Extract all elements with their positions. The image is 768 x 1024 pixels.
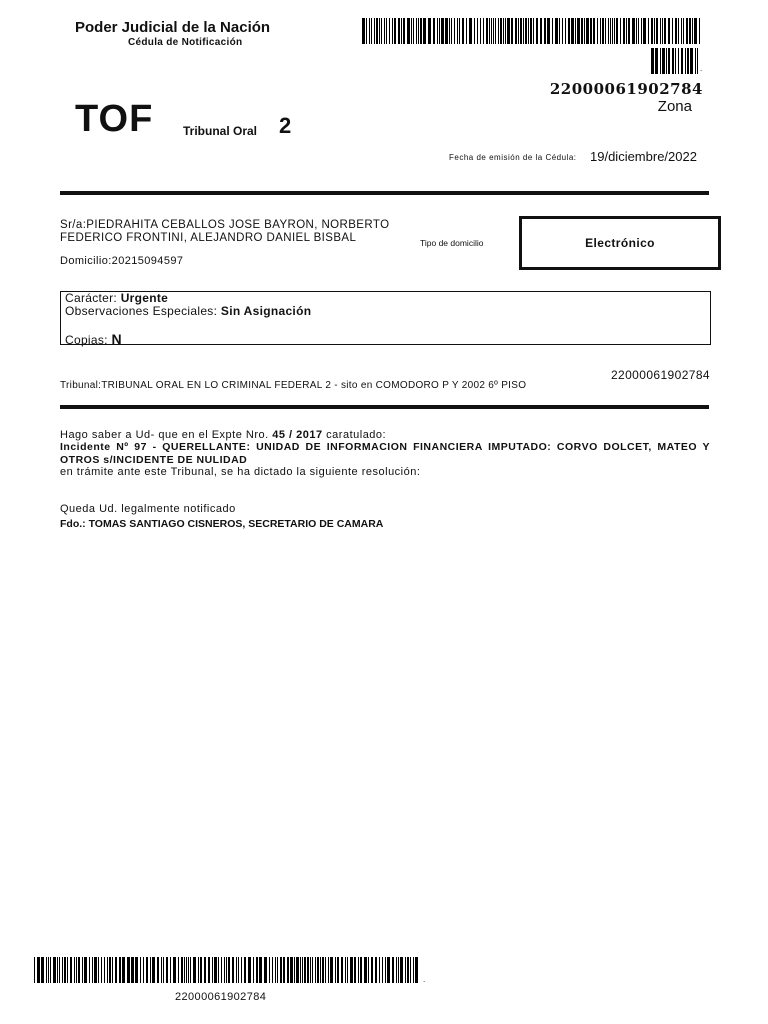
barcode-bar (612, 18, 613, 44)
observaciones-row (65, 304, 311, 318)
barcode-bar (290, 957, 293, 983)
tipo-domicilio-label: Tipo de domicilio (420, 238, 484, 248)
barcode-bar (660, 18, 661, 44)
barcode-bar (394, 18, 396, 44)
barcode-bar (451, 18, 452, 44)
barcode-bar (518, 18, 519, 44)
barcode-bar (503, 18, 504, 44)
barcode-bar (360, 957, 362, 983)
barcode-bar (608, 18, 609, 44)
barcode-bar (540, 18, 542, 44)
barcode-bar (241, 957, 242, 983)
barcode-bar (315, 957, 316, 983)
barcode-bar (330, 957, 333, 983)
caracter-label: Carácter: (65, 291, 118, 305)
barcode-bar (320, 957, 321, 983)
barcode-bar (53, 957, 56, 983)
barcode-bar (384, 18, 385, 44)
barcode-bar (656, 18, 658, 44)
barcode-bar (664, 18, 666, 44)
barcode-bar (328, 957, 329, 983)
barcode-bar (400, 957, 403, 983)
barcode-bar (525, 18, 527, 44)
barcode-bar (398, 18, 400, 44)
barcode-bar (236, 957, 237, 983)
barcode-bar (418, 18, 419, 44)
barcode-bar (469, 18, 472, 44)
barcode-bar (264, 957, 267, 983)
barcode-bar (600, 18, 601, 44)
barcode-bar (198, 957, 199, 983)
barcode-bar (459, 18, 460, 44)
barcode-bar (84, 957, 87, 983)
expte-number: 45 / 2017 (272, 429, 323, 441)
barcode-bar (122, 957, 125, 983)
intro-prefix: Hago saber a Ud- que en el Expte Nro. (60, 429, 269, 441)
barcode-bar (212, 957, 213, 983)
barcode-bar (610, 18, 611, 44)
barcode-bar (420, 18, 422, 44)
barcode-bar (552, 18, 553, 44)
barcode-dot-bottom: . (423, 975, 426, 984)
barcode-bar (405, 957, 406, 983)
barcode-bar (559, 18, 560, 44)
barcode-bar (140, 957, 141, 983)
barcode-bar (107, 957, 108, 983)
barcode-bar (358, 957, 359, 983)
barcode-bar (275, 957, 276, 983)
barcode-bar (571, 18, 574, 44)
barcode-bar (82, 957, 83, 983)
barcode-bar (437, 18, 438, 44)
barcode-bar (150, 957, 151, 983)
cedula-number: 22000061902784 (549, 80, 703, 98)
barcode-bar (354, 957, 356, 983)
barcode-bar (697, 48, 698, 74)
barcode-bar (686, 18, 688, 44)
barcode-bar (493, 18, 494, 44)
barcode-bar (224, 957, 225, 983)
barcode-bar (98, 957, 99, 983)
barcode-bar (536, 18, 538, 44)
barcode-bar (520, 18, 522, 44)
barcode-bar (135, 957, 138, 983)
divider-top (60, 191, 709, 195)
fecha-value: 19/diciembre/2022 (590, 149, 697, 164)
barcode-bar (112, 957, 113, 983)
barcode-bar (623, 18, 625, 44)
barcode-bar (161, 957, 162, 983)
barcode-bar (385, 957, 386, 983)
barcode-bar (530, 18, 532, 44)
form-name: Cédula de Notificación (128, 37, 243, 48)
caratula: Incidente Nº 97 - QUERELLANTE: UNIDAD DE INFORMACION FINANCIERA IMPUTADO: CORVO DOLCET, MATEO Y OTROS s/INCIDENTE DE NULIDAD (60, 441, 710, 466)
barcode-bar (398, 957, 399, 983)
barcode-bar (371, 957, 373, 983)
barcode-bar (310, 957, 311, 983)
barcode-bar (495, 18, 496, 44)
barcode-bar (214, 957, 217, 983)
barcode-bar (401, 18, 402, 44)
barcode-bar (74, 957, 75, 983)
barcode-bar (345, 957, 346, 983)
barcode-bar (127, 957, 130, 983)
barcode-bar (392, 18, 393, 44)
barcode-bar (208, 957, 210, 983)
barcode-bar (507, 18, 510, 44)
barcode-bar (636, 18, 637, 44)
barcode-bar (143, 957, 144, 983)
barcode-bar (675, 18, 677, 44)
barcode-bar (628, 18, 630, 44)
barcode-bar (104, 957, 105, 983)
barcode-bar (626, 18, 627, 44)
barcode-bar (403, 18, 405, 44)
barcode-bar (648, 18, 649, 44)
barcode-bar (681, 48, 683, 74)
barcode-bar (226, 957, 227, 983)
barcode-bar (486, 18, 488, 44)
barcode-bar (369, 18, 370, 44)
barcode-bar (597, 18, 598, 44)
barcode-bar (34, 957, 35, 983)
barcode-bar (374, 18, 375, 44)
barcode-bar (366, 18, 367, 44)
observaciones-label: Observaciones Especiales: (65, 304, 218, 318)
barcode-bar (296, 957, 299, 983)
barcode-bar (101, 957, 102, 983)
barcode-bar (119, 957, 121, 983)
barcode-bar (685, 48, 686, 74)
barcode-bar (568, 18, 570, 44)
recipient-name: Sr/a:PIEDRAHITA CEBALLOS JOSE BAYRON, NORBERTO FEDERICO FRONTINI, ALEJANDRO DANIEL BISBAL (60, 219, 390, 244)
barcode-bar (341, 957, 343, 983)
barcode-bar (78, 957, 80, 983)
barcode-bar (672, 48, 674, 74)
barcode-bar (523, 18, 524, 44)
barcode-bar (64, 957, 66, 983)
barcode-bar (269, 957, 270, 983)
barcode-bar (131, 957, 134, 983)
tramite-text: en trámite ante este Tribunal, se ha dictado la siguiente resolución: (60, 466, 421, 478)
barcode-bar (584, 18, 585, 44)
barcode-bar (668, 48, 670, 74)
barcode-bar (157, 957, 159, 983)
barcode-bar (376, 18, 378, 44)
barcode-bar (280, 957, 282, 983)
barcode-bar (498, 18, 499, 44)
barcode-bar (166, 957, 168, 983)
barcode-bar (641, 18, 642, 44)
barcode-bar (575, 18, 576, 44)
barcode-bar (379, 957, 380, 983)
barcode-bar (41, 957, 44, 983)
copias-row (65, 331, 122, 347)
barcode-bar (616, 18, 618, 44)
barcode-bar (94, 957, 97, 983)
barcode-bar (396, 957, 397, 983)
divider-middle (60, 405, 709, 409)
barcode-bar (449, 18, 450, 44)
barcode-bar (59, 957, 60, 983)
barcode-bar (302, 957, 303, 983)
copias-value: N (111, 331, 122, 347)
barcode-bar (248, 957, 251, 983)
barcode-bar (190, 957, 191, 983)
barcode-bar (364, 957, 367, 983)
barcode-bar (228, 957, 230, 983)
barcode-bar (253, 957, 254, 983)
barcode-bar (152, 957, 155, 983)
barcode-dot: . (700, 64, 703, 73)
barcode-bar (528, 18, 529, 44)
barcode-bar (699, 18, 700, 44)
barcode-bar (511, 18, 513, 44)
barcode-bar (221, 957, 222, 983)
barcode-bar (555, 18, 558, 44)
barcode-bar (322, 957, 324, 983)
barcode-bar (547, 18, 550, 44)
zona-label: Zona (657, 98, 692, 115)
recipient-domicilio: Domicilio:20215094597 (60, 255, 184, 267)
barcode-bar (181, 957, 183, 983)
firma-text: Fdo.: TOMAS SANTIAGO CISNEROS, SECRETARIO DE CAMARA (60, 518, 384, 530)
barcode-bar (666, 48, 667, 74)
barcode-bar (562, 18, 563, 44)
tribunal-code: TOF (75, 98, 154, 140)
barcode-bar (46, 957, 47, 983)
barcode-bar (565, 18, 566, 44)
barcode-bar (643, 18, 646, 44)
barcode-bar (692, 18, 693, 44)
barcode-bar (433, 18, 435, 44)
barcode-bar (337, 957, 339, 983)
barcode-bar (115, 957, 117, 983)
barcode-bar (662, 48, 665, 74)
barcode-bar (439, 18, 440, 44)
barcode-bar (312, 957, 313, 983)
organization-name: Poder Judicial de la Nación (75, 19, 271, 36)
barcode-bar (466, 18, 467, 44)
barcode-bar (294, 957, 295, 983)
barcode-bar (480, 18, 481, 44)
fecha-label: Fecha de emisión de la Cédula: (449, 153, 577, 162)
barcode-bar (392, 957, 394, 983)
barcode-bar (193, 957, 196, 983)
barcode-bar (204, 957, 206, 983)
barcode-bar (283, 957, 285, 983)
barcode-bar (287, 957, 289, 983)
caracter-value: Urgente (120, 291, 169, 305)
barcode-bar (89, 957, 90, 983)
barcode-bar (662, 18, 663, 44)
barcode-bar (411, 18, 412, 44)
barcode-bar (614, 18, 615, 44)
barcode-bar (445, 18, 448, 44)
barcode-bar (415, 957, 418, 983)
barcode-bar (368, 957, 369, 983)
barcode-bar (375, 957, 377, 983)
barcode-bar (244, 957, 246, 983)
barcode-bar (454, 18, 455, 44)
barcode-bar (146, 957, 148, 983)
barcode-bar (690, 48, 693, 74)
tribunal-label: Tribunal Oral (183, 124, 258, 138)
barcode-bar (581, 18, 583, 44)
barcode-bar (362, 18, 365, 44)
barcode-bar (413, 18, 414, 44)
barcode-bar (218, 957, 219, 983)
barcode-bar (272, 957, 273, 983)
barcode-bar (48, 957, 49, 983)
barcode-bar (381, 18, 382, 44)
barcode-bar (317, 957, 319, 983)
barcode-bar (483, 18, 484, 44)
barcode-bar (668, 18, 670, 44)
barcode-bar (416, 18, 417, 44)
barcode-bar (533, 18, 534, 44)
barcode-bar (300, 957, 301, 983)
barcode-bar (238, 957, 239, 983)
barcode-bar (335, 957, 336, 983)
barcode-bar (655, 48, 658, 74)
barcode-bar (92, 957, 93, 983)
barcode-bar (632, 18, 635, 44)
barcode-bar (654, 18, 655, 44)
barcode-bar (382, 957, 383, 983)
barcode-bar (477, 18, 478, 44)
barcode-bar (62, 957, 63, 983)
intro-suffix: caratulado: (326, 429, 387, 441)
barcode-bar (163, 957, 164, 983)
observaciones-value: Sin Asignación (220, 304, 312, 318)
barcode-bar (620, 18, 621, 44)
barcode-bar (413, 957, 414, 983)
barcode-bar (605, 18, 606, 44)
barcode-bar (70, 957, 72, 983)
barcode-bar (37, 957, 40, 983)
barcode-bar (170, 957, 171, 983)
barcode-bar (407, 957, 409, 983)
barcode-bar (672, 18, 673, 44)
barcode-bar (694, 18, 697, 44)
barcode-bar (259, 957, 262, 983)
barcode-bar (428, 18, 431, 44)
copias-label: Copias: (65, 333, 108, 347)
notificado-text: Queda Ud. legalmente notificado (60, 503, 236, 515)
barcode-bar (489, 18, 490, 44)
barcode-bar (57, 957, 58, 983)
barcode-bar (593, 18, 595, 44)
barcode-bar (500, 18, 502, 44)
barcode-bar (184, 957, 185, 983)
barcode-bar (407, 18, 410, 44)
tipo-domicilio-value: Electrónico (585, 236, 655, 250)
barcode-bar (350, 957, 353, 983)
barcode-bar (675, 48, 676, 74)
barcode-bar (256, 957, 258, 983)
barcode-bar (347, 957, 348, 983)
barcode-bar (441, 18, 444, 44)
barcode-bar (232, 957, 234, 983)
barcode-bar (602, 18, 604, 44)
tribunal-line: Tribunal:TRIBUNAL ORAL EN LO CRIMINAL FEDERAL 2 - sito en COMODORO P Y 2002 6º PISO (60, 380, 527, 391)
barcode-bar (491, 18, 492, 44)
barcode-bar (660, 48, 661, 74)
barcode-bar (505, 18, 506, 44)
barcode-bar (50, 957, 51, 983)
tribunal-number: 2 (279, 113, 292, 138)
barcode-bar (638, 18, 639, 44)
barcode-bar (457, 18, 458, 44)
barcode-bar (371, 18, 372, 44)
barcode-bar (515, 18, 517, 44)
barcode-bar (695, 48, 696, 74)
barcode-bar (678, 48, 679, 74)
barcode-bar (200, 957, 202, 983)
barcode-bar (651, 48, 654, 74)
barcode-bar (544, 18, 546, 44)
barcode-bar (386, 18, 387, 44)
barcode-bar (173, 957, 176, 983)
barcode-bar (387, 957, 390, 983)
barcode-bar (687, 48, 689, 74)
barcode-bar (304, 957, 306, 983)
barcode-bar (462, 18, 464, 44)
barcode-bar (577, 18, 580, 44)
barcode-bar (76, 957, 77, 983)
barcode-bar (379, 18, 380, 44)
barcode-bar (689, 18, 691, 44)
barcode-bar (109, 957, 111, 983)
barcode-bar (678, 18, 679, 44)
barcode-secondary (651, 48, 701, 74)
barcode-bar (188, 957, 189, 983)
barcode-bar (277, 957, 278, 983)
barcode-bar (410, 957, 411, 983)
barcode-bar (590, 18, 592, 44)
barcode-bar (474, 18, 475, 44)
barcode-bar (325, 957, 326, 983)
barcode-bottom (34, 957, 422, 983)
barcode-bar (423, 18, 426, 44)
caracter-row (65, 291, 168, 305)
barcode-bar (178, 957, 179, 983)
tribunal-cedula-number: 22000061902784 (610, 368, 710, 382)
barcode-bar (186, 957, 187, 983)
barcode-main (362, 18, 704, 44)
footer-cedula-number: 22000061902784 (175, 991, 267, 1003)
barcode-bar (67, 957, 68, 983)
barcode-bar (389, 18, 390, 44)
tipo-domicilio-box (519, 216, 721, 270)
barcode-bar (681, 18, 682, 44)
barcode-bar (651, 18, 653, 44)
barcode-bar (586, 18, 589, 44)
barcode-bar (683, 18, 684, 44)
barcode-bar (307, 957, 309, 983)
